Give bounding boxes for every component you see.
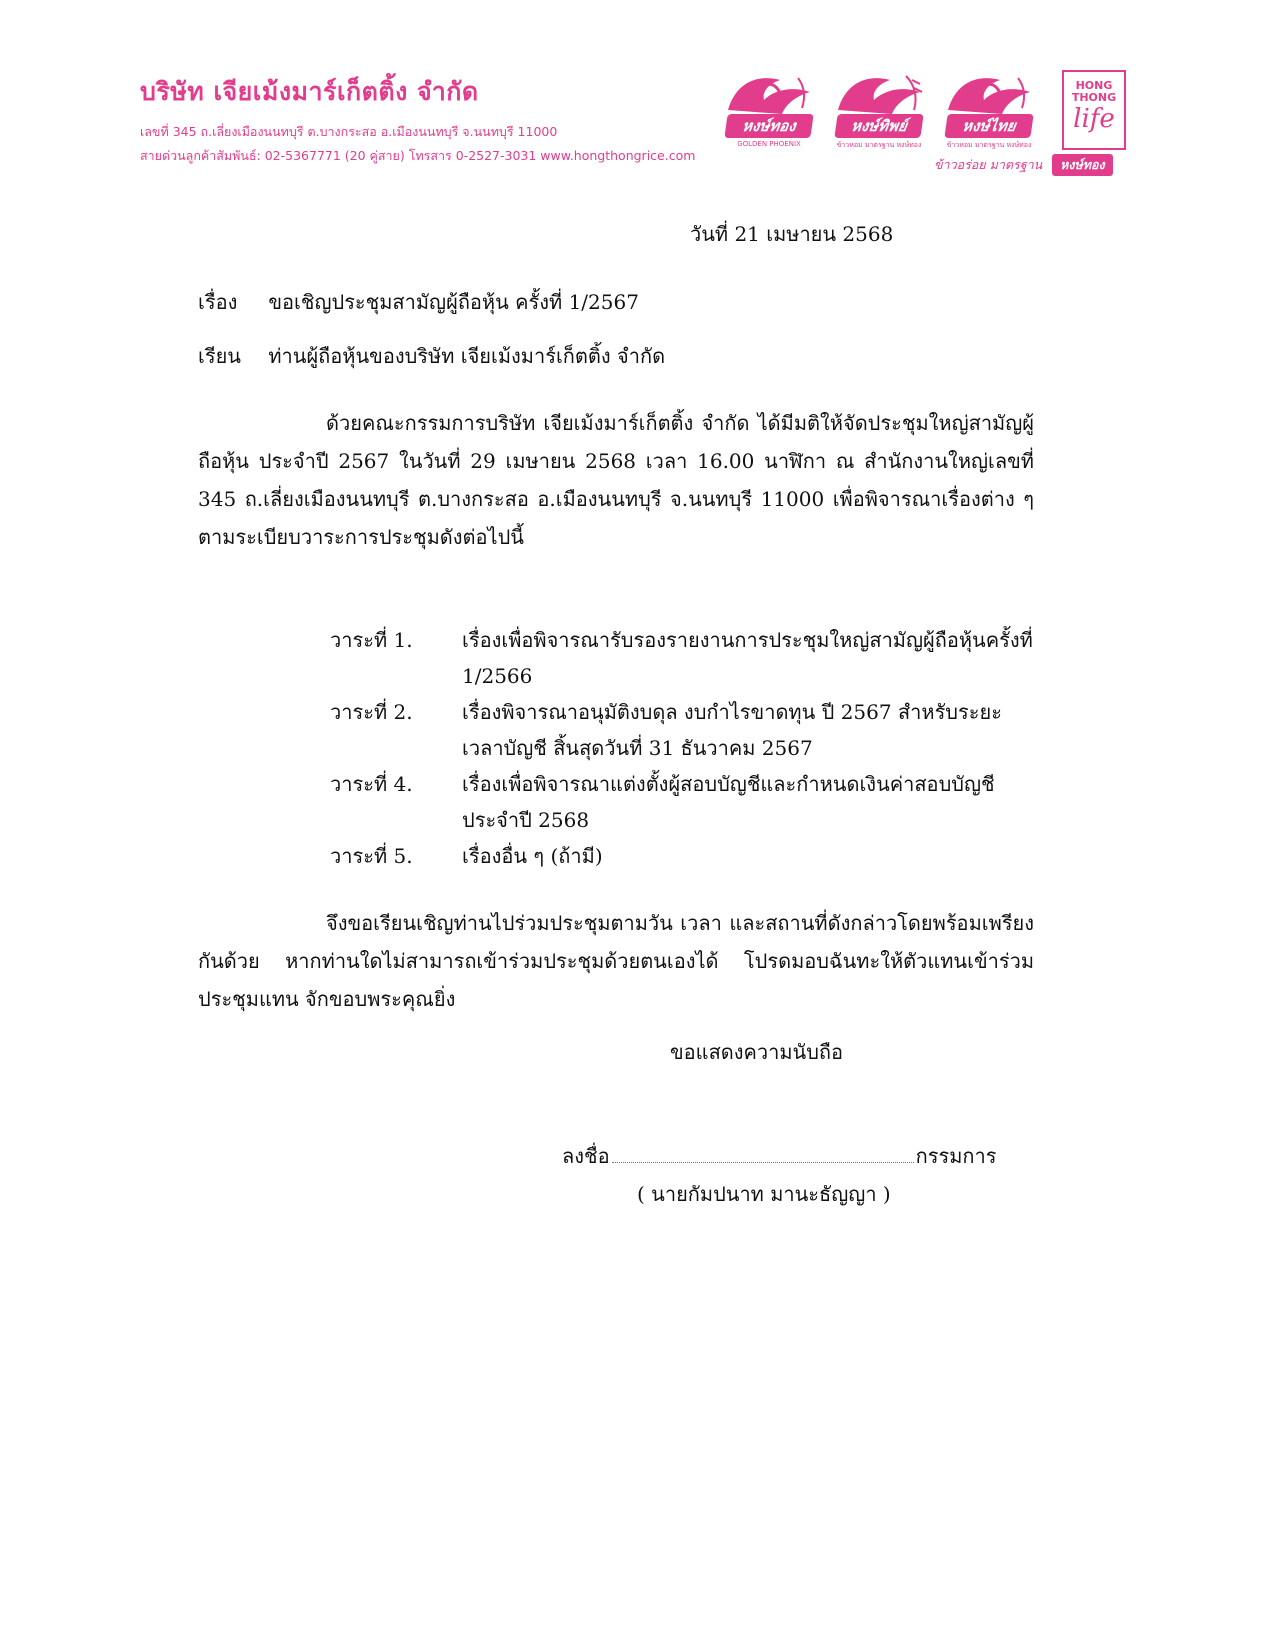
tagline-badge: หงษ์ทอง: [1052, 154, 1112, 176]
brand-name: หงษ์ทอง: [724, 114, 813, 138]
recipient-text: ท่านผู้ถือหุ้นของบริษัท เจียเม้งมาร์เก็ตติ้ง จำกัด: [268, 344, 666, 368]
subject-row: [198, 286, 639, 318]
agenda-number: วาระที่ 1.: [330, 628, 413, 652]
agenda-item: [330, 694, 1035, 766]
recipient-label: เรียน: [198, 344, 241, 368]
invitation-text: จึงขอเรียนเชิญท่านไปร่วมประชุมตามวัน เวลา และสถานที่ดังกล่าวโดยพร้อมเพรียงกันด้วย หากท่านใดไม่สามารถเข้าร่วมประชุมด้วยตนเองได้ โปรดมอบฉันทะให้ตัวแทนเข้าร่วมประชุมแทน จักขอบพระคุณยิ่ง: [198, 911, 1034, 1011]
hongthong-life-logo: [1062, 70, 1126, 150]
brand-logo-hongthip: [828, 70, 930, 152]
subject-text: ขอเชิญประชุมสามัญผู้ถือหุ้น ครั้งที่ 1/2567: [268, 290, 639, 314]
signer-name: ( นายกัมปนาท มานะธัญญา ): [637, 1182, 891, 1206]
company-address: เลขที่ 345 ถ.เลี่ยงเมืองนนทบุรี ต.บางกระสอ อ.เมืองนนทบุรี จ.นนทบุรี 11000: [140, 124, 558, 139]
tagline-text: ข้าวอร่อย มาตรฐาน: [934, 157, 1043, 172]
agenda-text: เรื่องพิจารณาอนุมัติงบดุล งบกำไรขาดทุน ปี 2567 สำหรับระยะเวลาบัญชี สิ้นสุดวันที่ 31 ธันวาคม 2567: [462, 700, 1002, 760]
brand-subtitle: GOLDEN PHOENIX: [737, 140, 801, 148]
agenda-item: [330, 766, 1035, 838]
tagline: [934, 154, 1113, 176]
letterhead: [140, 72, 700, 168]
agenda-list: [330, 622, 1035, 874]
letter-date: วันที่ 21 เมษายน 2568: [690, 222, 894, 246]
agenda-item: [330, 622, 1035, 694]
company-name: บริษัท เจียเม้งมาร์เก็ตติ้ง จำกัด: [140, 77, 479, 106]
brand-name: หงษ์ทิพย์: [834, 114, 923, 138]
life-logo-top: HONG THONG: [1071, 79, 1117, 104]
life-logo-word: life: [1073, 104, 1115, 134]
brand-logo-hongthai: [938, 70, 1040, 152]
sign-title: กรรมการ: [915, 1144, 997, 1168]
subject-label: เรื่อง: [198, 290, 238, 314]
invitation-paragraph: [198, 904, 1034, 1018]
agenda-text: เรื่องเพื่อพิจารณาแต่งตั้งผู้สอบบัญชีและกำหนดเงินค่าสอบบัญชีประจำปี 2568: [462, 772, 995, 832]
agenda-text: เรื่องอื่น ๆ (ถ้ามี): [462, 844, 603, 868]
closing: ขอแสดงความนับถือ: [670, 1040, 844, 1064]
agenda-text: เรื่องเพื่อพิจารณารับรองรายงานการประชุมใหญ่สามัญผู้ถือหุ้นครั้งที่ 1/2566: [462, 628, 1033, 688]
recipient-row: [198, 340, 665, 372]
signature-row: [562, 1140, 996, 1172]
brand-logos: [718, 70, 1138, 180]
intro-text: ด้วยคณะกรรมการบริษัท เจียเม้งมาร์เก็ตติ้ง จำกัด ได้มีมติให้จัดประชุมใหญ่สามัญผู้ถือหุ้น ประจำปี 2567 ในวันที่ 29 เมษายน 2568 เวลา 16.00 นาฬิกา ณ สำนักงานใหญ่เลขที่ 345 ถ.เลี่ยงเมืองนนทบุรี ต.บางกระสอ อ.เมืองนนทบุรี จ.นนทบุรี 11000 เพื่อพิจารณาเรื่องต่าง ๆ ตามระเบียบวาระการประชุมดังต่อไปนี้: [198, 411, 1034, 549]
brand-subtitle: ข้าวหอม มาตรฐาน หงษ์ทอง: [836, 141, 922, 149]
agenda-number: วาระที่ 2.: [330, 700, 413, 724]
agenda-item: [330, 838, 1035, 874]
agenda-number: วาระที่ 4.: [330, 772, 413, 796]
sign-label: ลงชื่อ: [562, 1144, 610, 1168]
agenda-number: วาระที่ 5.: [330, 844, 413, 868]
brand-logo-hongthong: [718, 70, 820, 152]
brand-subtitle: ข้าวหอม มาตรฐาน หงษ์ทอง: [946, 141, 1032, 149]
company-contact: สายด่วนลูกค้าสัมพันธ์: 02-5367771 (20 คู่สาย) โทรสาร 0-2527-3031 www.hongthongrice.com: [140, 148, 696, 163]
intro-paragraph: [198, 404, 1034, 556]
signature-line: [612, 1144, 914, 1163]
brand-name: หงษ์ไทย: [944, 114, 1033, 138]
